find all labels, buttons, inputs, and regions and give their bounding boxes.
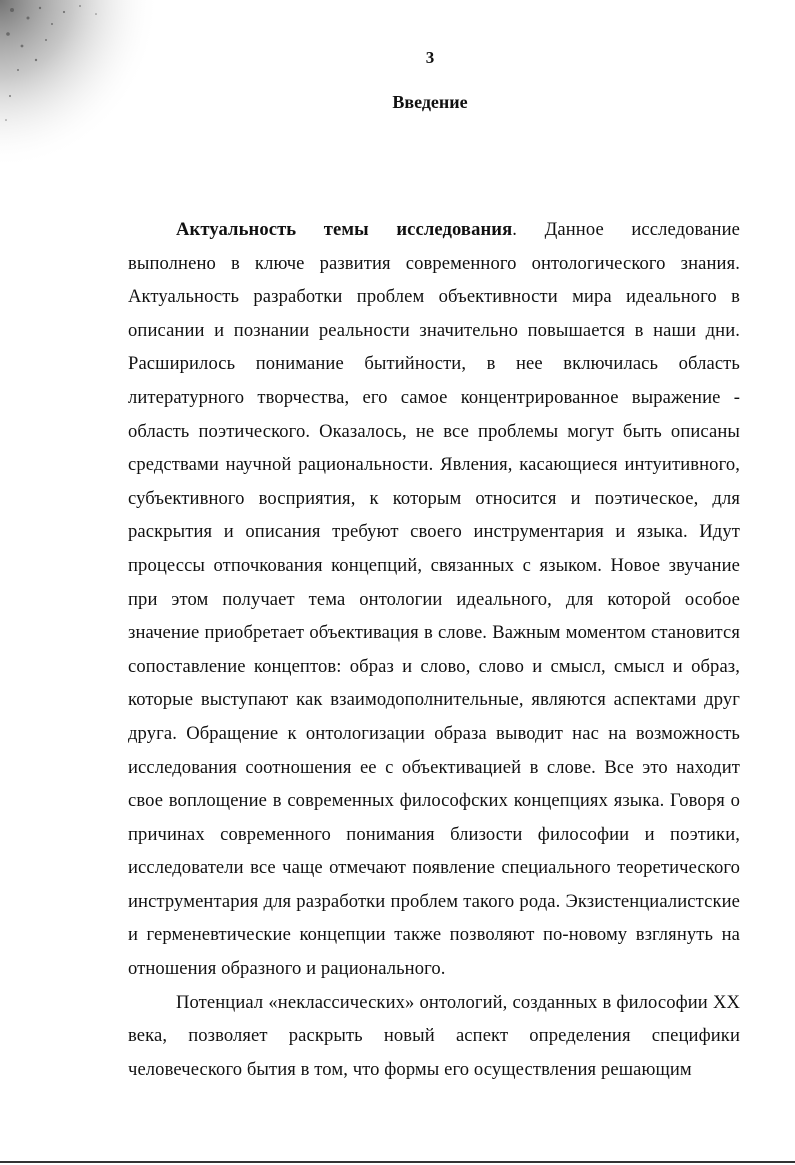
paragraph-1 [128,213,740,986]
page-number: 3 [425,48,435,67]
scan-artifact-corner [0,0,160,170]
paragraph-2-text: Потенциал «неклассических» онтологий, созданных в философии XX века, позволяет раскрыть новый аспект определения специфики человеческого бытия в том, что формы его осуществления решающим [128,991,740,1080]
body-text [128,213,740,1086]
paragraph-1-lead: Актуальность темы исследования [176,219,513,240]
paragraph-2 [128,986,740,1087]
paragraph-1-text: . Данное исследование выполнено в ключе развития современного онтологического знания. Актуальность разработки проблем объективности мира идеального в описании и познании реальности значительно повышается в наши дни. Расширилось понимание бытийности, в нее включилась область литературного творчества, его самое концентрированное выражение - область поэтического. Оказалось, не все проблемы могут быть описаны средствами научной рациональности. Явления, касающиеся интуитивного, субъективного восприятия, к которым относится и поэтическое, для раскрытия и описания требуют своего инструментария и языка. Идут процессы отпочкования концепций, связанных с языком. Новое звучание при этом получает тема онтологии идеального, для которой особое значение приобретает объективация в слове. Важным моментом становится сопоставление концептов: образ и слово, слово и смысл, смысл и образ, которые выступают как взаимодополнительные, являются аспектами друг друга. Обращение к онтологизации образа выводит нас на возможность исследования соотношения ее с объективацией в слове. Все это находит свое воплощение в современных философских концепциях языка. Говоря о причинах современного понимания близости философии и поэтики, исследователи все чаще отмечают появление специального теоретического инструментария для разработки проблем такого рода. Экзистенциалистские и герменевтические концепции также позволяют по-новому взглянуть на отношения образного и рационального. [128,219,740,980]
scan-bottom-edge [0,1161,795,1163]
section-title: Введение [392,92,468,112]
